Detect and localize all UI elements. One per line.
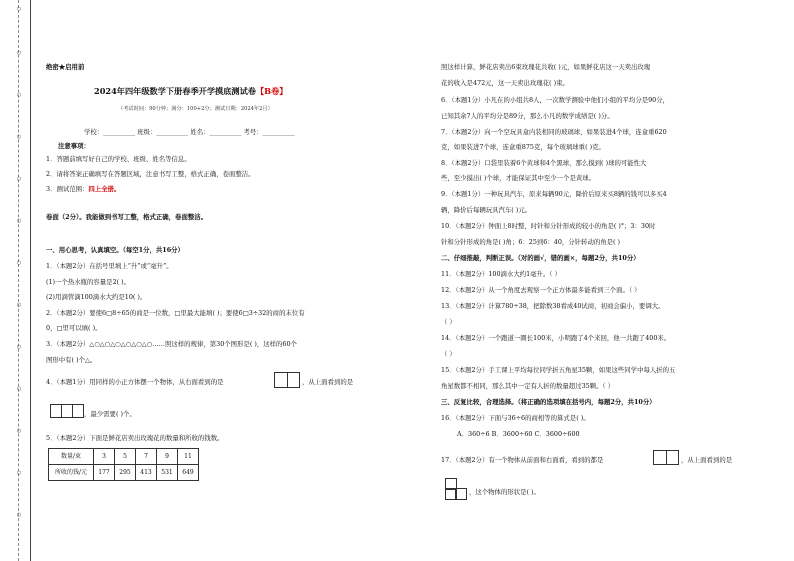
question-7-line1: 7．（本题2分）向一个空玩具盒内装相同的玻璃球，如果装进4个球，连盒重620: [441, 128, 667, 136]
figure-cell: [62, 405, 73, 417]
binding-mark: ○: [16, 512, 22, 518]
question-16: 16．（本题2分）下面与36÷6的商相等的算式是( )。: [441, 414, 590, 422]
question-1b: (2)用滴管滴100滴水大约是10( )。: [46, 293, 147, 301]
top-view-figure-q17: [445, 478, 467, 500]
notes-title: 注意事项：: [58, 142, 90, 150]
binding-solid-line: [30, 0, 31, 561]
question-10-line1: 10．（本题2分）钟面上8时整，时针和分针形成的较小的角是( )°；3：30时: [441, 222, 656, 230]
table-row: [49, 449, 199, 465]
table-cell: 所收的钱/元: [49, 465, 94, 481]
section-1-title: 一、用心思考，认真填空。（每空1分，共16分）: [46, 246, 184, 254]
table-cell: 531: [157, 465, 178, 481]
binding-mark: ○: [16, 134, 22, 140]
note-3-prefix: 3．测试范围：: [46, 185, 89, 193]
table-cell: 413: [136, 465, 157, 481]
question-15-line1: 15．（本题2分）手工课上平均每位同学折五角星35颗，如果这些同学中每人折的五: [441, 366, 676, 374]
figure-cell: [455, 488, 467, 500]
table-cell: 295: [115, 465, 136, 481]
question-7-line2: 克，如果装进7个球，连盒重875克，每个玻璃球重( )克。: [441, 143, 605, 151]
binding-mark: ○: [16, 344, 22, 350]
figure-cell: [275, 373, 288, 387]
question-6-line2: 已知其余7人的平均分是89分，那么小凡的数学成绩是( )分。: [441, 112, 614, 120]
right-view-figure: [274, 372, 300, 388]
question-14-line1: 14．（本题2分）一个跑道一圈长100米，小明跑了4个来回，他一共跑了400米。: [441, 334, 671, 342]
binding-mark: ○: [16, 428, 22, 434]
binding-margin: [0, 0, 46, 561]
note-3: [46, 185, 120, 193]
table-cell: 11: [178, 449, 199, 465]
binding-mark: ○: [16, 176, 22, 182]
question-3-line2: 图形中有( )个△。: [46, 356, 97, 364]
question-3-line1: 3．（本题2分）△○△○△○△○△○△○……照这样的规律，第30个图形是( )，这样的60个: [46, 340, 297, 348]
binding-mark: ○: [16, 470, 22, 476]
secret-label: 绝密★启用前: [46, 63, 85, 71]
figure-cell: [51, 405, 62, 417]
question-17-line2: ，这个物体的形状是( )。: [469, 488, 540, 496]
table-cell: 数量/束: [49, 449, 94, 465]
note-3-scope: 四上全册。: [88, 185, 121, 193]
binding-mark: ○: [16, 302, 22, 308]
question-5: 5．（本题2分）下面是鲜花店卖出玫瑰花的数量和所收的钱数。: [46, 434, 224, 442]
question-4-line2: ，最少需要( )个。: [84, 410, 136, 418]
binding-mark: ○: [16, 92, 22, 98]
question-12: 12．（本题2分）从一个角度去观察一个正方体最多能看到三个面。（ ）: [441, 286, 641, 294]
student-fields: 学校：__________ 班级：__________ 姓名：__________ 考号：__________: [84, 128, 295, 136]
question-5-cont-line1: 照这样计算，鲜花店卖出6束玫瑰花共收( )元，如果鲜花店这一天卖出玫瑰: [441, 63, 651, 71]
binding-dashed-line: [18, 0, 19, 561]
question-16-options: A．360÷6 B．3600÷60 C．3600÷600: [457, 430, 580, 438]
binding-mark: ○: [16, 6, 22, 12]
table-cell: 9: [157, 449, 178, 465]
title-tag: 【B卷】: [255, 86, 288, 96]
question-8-line1: 8．（本题2分）口袋里装着6个黄球和4个黑球，那么摸到( )球的可能性大: [441, 159, 647, 167]
figure-cell: [667, 451, 678, 464]
figure-cell: [288, 373, 299, 387]
section-2-title: 二、仔细推敲，判断正误。（对的画√，错的画×，每题2分，共10分）: [441, 254, 640, 262]
question-17-line1-post: ，从上面看到的是: [681, 456, 733, 464]
table-cell: 5: [115, 449, 136, 465]
table-cell: 177: [94, 465, 115, 481]
top-view-figure: [50, 404, 84, 418]
question-5-cont-line2: 花的收入是472元，这一天卖出玫瑰花( )束。: [441, 79, 569, 87]
binding-mark: ○: [16, 386, 22, 392]
binding-mark: ○: [16, 50, 22, 56]
title-main: 2024年四年级数学下册春季开学摸底测试卷: [94, 86, 256, 96]
exam-info: （考试时间：90分钟；满分：100+2分；测试日期：2024年2月）: [118, 106, 273, 112]
question-11: 11．（本题2分）100滴水大约1毫升。（ ）: [441, 270, 561, 278]
question-10-line2: 针和分针形成的角是( )角；6：25到6：40，分针转动的角是( ): [441, 238, 621, 246]
section-3-title: 三、反复比较，合理选择。（将正确的选项填在括号内，每题2分，共10分）: [441, 398, 656, 406]
note-2: 2．请将答案正确填写在答题区域，注意书写工整，格式正确，卷面整洁。: [46, 170, 255, 178]
question-4-line1-pre: 4．（本题1分）用同样的小正方体摆一个物体，从右面看到的是: [46, 378, 224, 386]
binding-mark: ○: [16, 260, 22, 266]
question-9-line2: 辆，降价后每辆玩具汽车( )元。: [441, 206, 532, 214]
table-cell: 7: [136, 449, 157, 465]
question-13-line2: （ ）: [441, 318, 456, 326]
flower-sales-table: [48, 448, 199, 481]
table-cell: 3: [94, 449, 115, 465]
neatness-note: 卷面（2分）。我能做到书写工整，格式正确，卷面整洁。: [46, 213, 208, 221]
question-17-line1-pre: 17．（本题2分）有一个物体从前面和右面看，看到的都是: [441, 456, 604, 464]
table-row: [49, 465, 199, 481]
question-6-line1: 6．（本题1分）小凡在的小组共8人，一次数学测验中他们小组的平均分是90分，: [441, 96, 670, 104]
question-15-line2: 角星数都不相同，那么其中一定有人折的数量超过35颗。（ ）: [441, 382, 615, 390]
question-1: 1．（本题2分）在括号里填上“升”或“毫升”。: [46, 262, 173, 270]
binding-mark: ○: [16, 218, 22, 224]
note-1: 1．答题前填写好自己的学校、班级、姓名等信息。: [46, 155, 191, 163]
figure-cell: [654, 451, 667, 464]
question-2-line2: 0，□里可以填( )。: [46, 324, 102, 332]
question-8-line2: 些，至少摸出( )个球，才能保证其中至少一个是黄球。: [441, 174, 596, 182]
question-9-line1: 9．（本题1分）一种玩具汽车，原来每辆90元，降价后原来买8辆的钱可以多买4: [441, 190, 667, 198]
figure-cell: [73, 405, 83, 417]
question-4-line1-post: ，从上面看到的是: [302, 378, 354, 386]
question-13-line1: 13．（本题2分）计算780÷38，把除数38看成40试商，初商会偏小，要调大。: [441, 302, 665, 310]
table-cell: 649: [178, 465, 199, 481]
question-14-line2: （ ）: [441, 350, 456, 358]
page-title: [94, 86, 287, 96]
front-right-view-figure: [653, 450, 679, 465]
question-1a: (1)一个热水瓶的容量是2( )。: [46, 278, 131, 286]
question-2-line1: 2．（本题2分）要使6□8÷65的商是一位数，□里最大能填( )；要使6□3÷32的商的末位有: [46, 309, 305, 317]
